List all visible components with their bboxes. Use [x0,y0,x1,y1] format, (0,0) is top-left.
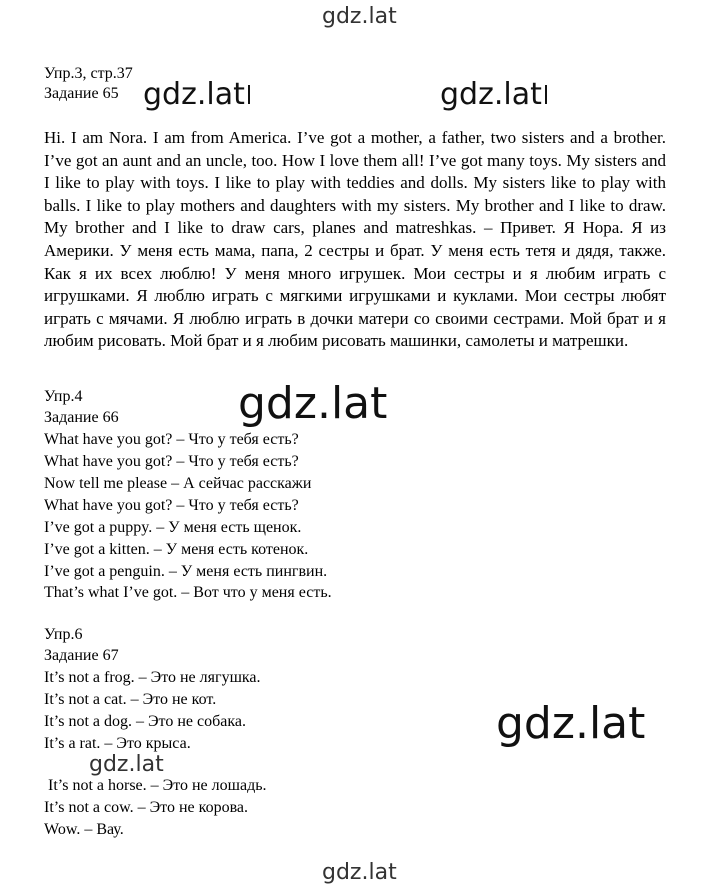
answer-line: It’s a rat. – Это крыса. [44,735,191,752]
song-line: That’s what I’ve got. – Вот что у меня есть. [44,584,332,601]
song-line: Now tell me please – А сейчас расскажи [44,475,312,492]
watermark-middle: gdz.lat [238,378,388,429]
exercise-heading-4: Упр.4 [44,388,83,405]
answer-line: It’s not a cat. – Это не кот. [44,691,217,708]
exercise-heading-3: Упр.3, стр.37 [44,65,133,82]
watermark-top: gdz.lat [322,4,397,29]
song-line: I’ve got a puppy. – У меня есть щенок. [44,519,302,536]
watermark-small: gdz.lat [89,752,164,777]
watermark-bottom: gdz.lat [322,860,397,885]
task-heading-66: Задание 66 [44,409,119,426]
answer-line: Wow. – Вау. [44,821,124,838]
watermark-header-left: gdz.lat [143,80,250,110]
answer-line: It’s not a dog. – Это не собака. [44,713,246,730]
task-heading-65: Задание 65 [44,85,119,102]
answer-line: It’s not a horse. – Это не лошадь. [44,777,267,794]
song-line: What have you got? – Что у тебя есть? [44,431,299,448]
exercise-heading-6: Упр.6 [44,626,83,643]
song-line: I’ve got a penguin. – У меня есть пингвин. [44,563,328,580]
story-paragraph: Hi. I am Nora. I am from America. I’ve got a mother, a father, two sisters and a brother. I’ve got an aunt and an uncle, too. How I love them all! I’ve got many toys. My sisters and I like to play with toys. I like to play with teddies and dolls. My sisters like to play with balls. I like to play mothers and daughters with my sisters. My brother and I like to draw. My brother and I like to draw cars, planes and matreshkas. – Привет. Я Нора. Я из Америки. У меня есть мама, папа, 2 сестры и брат. У меня есть тетя и дядя, также. Как я их всех люблю! У меня много игрушек. Мои сестры и я любим играть с игрушками. Я люблю играть с мягкими игрушками и куклами. Мои сестры любят играть с мячами. Я люблю играть в дочки матери со своими сестрами. Мой брат и я любим рисовать. Мой брат и я любим рисовать машинки, самолеты и матрешки. [44,128,666,351]
song-line: I’ve got a kitten. – У меня есть котенок. [44,541,309,558]
song-line: What have you got? – Что у тебя есть? [44,453,299,470]
watermark-header-right: gdz.lat [440,80,547,110]
song-line: What have you got? – Что у тебя есть? [44,497,299,514]
answer-line: It’s not a cow. – Это не корова. [44,799,249,816]
watermark-lower-right: gdz.lat [496,698,646,749]
task-heading-67: Задание 67 [44,647,119,664]
answer-line: It’s not a frog. – Это не лягушка. [44,669,261,686]
